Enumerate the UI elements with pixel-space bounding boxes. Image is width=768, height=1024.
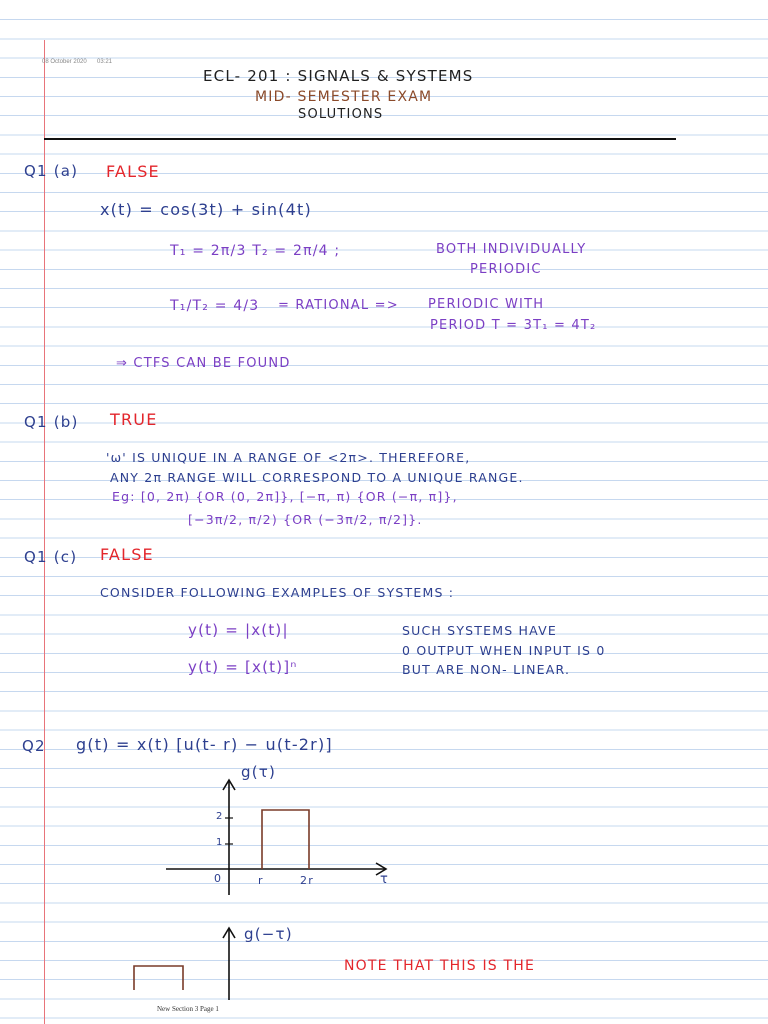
graph1-origin-label: 0 (214, 872, 223, 885)
q1b-line1: 'ω' IS UNIQUE IN A RANGE OF <2π>. THEREFORE, (106, 450, 471, 465)
q1c-eq1: y(t) = |x(t)| (188, 621, 289, 639)
q1a-equation: x(t) = cos(3t) + sin(4t) (100, 200, 312, 219)
footer-page-label: New Section 3 Page 1 (157, 1005, 219, 1013)
q1a-label: Q1 (a) (24, 162, 79, 180)
q1c-note2: 0 OUTPUT WHEN INPUT IS 0 (402, 643, 606, 658)
q2-note-line1: NOTE THAT THIS IS THE (344, 958, 536, 974)
solutions-title: SOLUTIONS (298, 107, 384, 122)
q1a-periodic-line1: PERIODIC WITH (428, 297, 545, 312)
q1b-line4: [−3π/2, π/2) {OR (−3π/2, π/2]}. (188, 512, 423, 527)
q1c-eq2: y(t) = [x(t)]ⁿ (188, 658, 298, 676)
course-title: ECL- 201 : SIGNALS & SYSTEMS (203, 67, 474, 85)
q1c-note1: SUCH SYSTEMS HAVE (402, 623, 557, 638)
q1c-intro: CONSIDER FOLLOWING EXAMPLES OF SYSTEMS : (100, 585, 455, 600)
graph1-tick-label-2: 2 (216, 811, 224, 822)
q1a-periodic-line2: PERIOD T = 3T₁ = 4T₂ (430, 318, 597, 333)
q1b-line2: ANY 2π RANGE WILL CORRESPOND TO A UNIQUE RANGE. (110, 470, 524, 485)
q1a-ratio: T₁/T₂ = 4/3 (170, 298, 260, 314)
q1b-answer: TRUE (110, 410, 158, 429)
graph1-axis-label: τ (380, 872, 390, 887)
graph2 (134, 928, 235, 1000)
q1a-periods: T₁ = 2π/3 T₂ = 2π/4 ; (170, 243, 341, 259)
header-date: 08 October 2020 (42, 59, 87, 65)
q1c-label: Q1 (c) (24, 548, 78, 566)
exam-title: MID- SEMESTER EXAM (255, 89, 433, 105)
graph1-label: g(τ) (241, 763, 277, 781)
graph2-label: g(−τ) (244, 925, 293, 943)
q1a-note-line1: BOTH INDIVIDUALLY (436, 242, 587, 257)
graph1-rect-pulse (262, 810, 309, 869)
graph2-rect-pulse (134, 966, 183, 990)
graph1-tick-label-1: 1 (216, 837, 224, 848)
q1a-note-line2: PERIODIC (470, 262, 542, 277)
q1a-conclusion: ⇒ CTFS CAN BE FOUND (116, 356, 291, 371)
q1a-answer: FALSE (106, 162, 160, 181)
q1b-line3: Eg: [0, 2π) {OR (0, 2π]}, [−π, π) {OR (−π, π]}, (112, 489, 458, 504)
q1b-label: Q1 (b) (24, 413, 79, 431)
graph1 (166, 780, 386, 895)
q2-equation: g(t) = x(t) [u(t- r) − u(t-2r)] (76, 735, 333, 754)
q1c-note3: BUT ARE NON- LINEAR. (402, 662, 571, 677)
q1a-ratio-result: = RATIONAL => (278, 298, 399, 313)
graph1-tick-label-2r: 2r (300, 874, 314, 887)
q2-label: Q2 (22, 737, 46, 755)
q1c-answer: FALSE (100, 545, 154, 564)
graph1-tick-label-r: r (258, 874, 264, 887)
header-time: 03:21 (97, 59, 113, 65)
